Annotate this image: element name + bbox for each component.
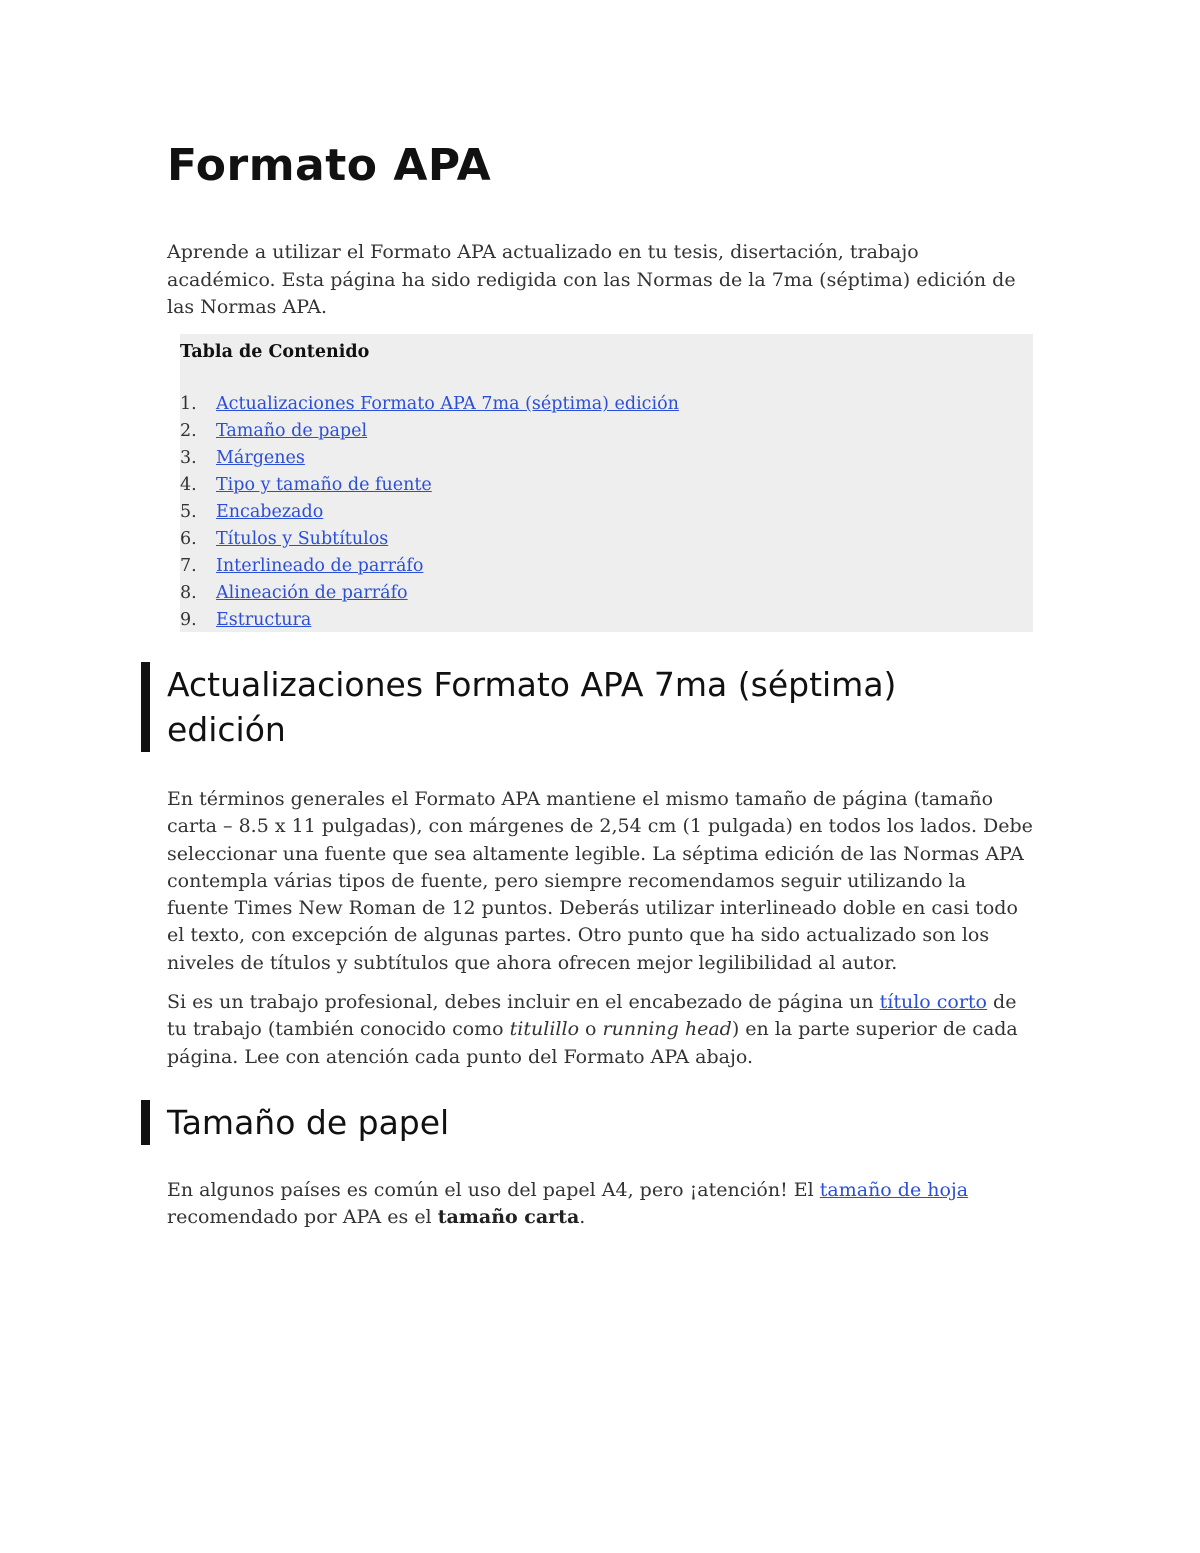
toc-item [180,472,679,499]
body-paragraph [167,989,1033,1071]
toc-item-number: 9. [180,610,197,630]
toc-item-number: 4. [180,475,197,495]
body-paragraph [167,1177,1033,1232]
text-run: o [579,1018,603,1041]
toc-item [180,499,679,526]
toc-item-number: 5. [180,502,197,522]
toc-title: Tabla de Contenido [180,342,370,362]
body-paragraph: En términos generales el Formato APA mantiene el mismo tamaño de página (tamaño carta – 8.5 x 11 pulgadas), con márgenes de 2,54 cm (1 pulgada) en todos los lados. Debe seleccionar una fuente que sea altamente legible. La séptima edición de las Normas APA contempla várias tipos de fuente, pero siempre recomendamos seguir utilizando la fuente Times New Roman de 12 puntos. Deberás utilizar interlineado doble en casi todo el texto, con excepción de algunas partes. Otro punto que ha sido actualizado son los niveles de títulos y subtítulos que ahora ofrecen mejor legilibilidad al autor. [167,788,1033,974]
text-run: recomendado por APA es el [167,1206,438,1229]
toc-link-tipo-fuente[interactable]: Tipo y tamaño de fuente [216,475,432,495]
toc-link-margenes[interactable]: Márgenes [216,448,305,468]
toc-item-number: 7. [180,556,197,576]
toc-item [180,526,679,553]
titulo-corto-link[interactable]: título corto [879,991,988,1013]
toc-link-encabezado[interactable]: Encabezado [216,502,324,522]
toc-item-number: 8. [180,583,197,603]
strong-text: tamaño carta [437,1206,580,1229]
emphasis-text: running head [602,1018,732,1041]
toc-link-actualizaciones[interactable]: Actualizaciones Formato APA 7ma (séptima) edición [216,394,679,414]
table-of-contents [180,334,1033,632]
toc-list [180,391,679,634]
toc-item [180,607,679,634]
toc-link-tamano-papel[interactable]: Tamaño de papel [216,421,368,441]
text-run: . [579,1206,586,1229]
text-run: Si es un trabajo profesional, debes incluir en el encabezado de página un [167,991,880,1013]
tamano-hoja-link[interactable]: tamaño de hoja [819,1179,969,1201]
toc-link-alineacion[interactable]: Alineación de parráfo [216,583,408,603]
text-run: En algunos países es común el uso del papel A4, pero ¡atención! El [167,1179,820,1201]
section-heading-tamano-papel: Tamaño de papel [141,1100,947,1145]
toc-link-titulos[interactable]: Títulos y Subtítulos [216,529,389,549]
toc-link-interlineado[interactable]: Interlineado de parráfo [216,556,424,576]
text-run: de tu trabajo (también conocido como [167,991,1017,1041]
toc-item-number: 1. [180,394,197,414]
toc-item [180,391,679,418]
toc-item [180,418,679,445]
toc-item [180,553,679,580]
text-run: ) en la parte superior de cada página. Lee con atención cada punto del Formato APA abajo. [167,1018,1018,1068]
toc-item-number: 3. [180,448,197,468]
toc-item-number: 6. [180,529,197,549]
toc-item [180,580,679,607]
page-title: Formato APA [167,140,492,191]
toc-item [180,445,679,472]
emphasis-text: titulillo [509,1018,580,1041]
section-heading-actualizaciones: Actualizaciones Formato APA 7ma (séptima) edición [141,662,947,752]
toc-link-estructura[interactable]: Estructura [216,610,312,630]
toc-item-number: 2. [180,421,197,441]
intro-paragraph: Aprende a utilizar el Formato APA actualizado en tu tesis, disertación, trabajo académico. Esta página ha sido redigida con las Normas de la 7ma (séptima) edición de las Normas APA. [167,241,1016,318]
